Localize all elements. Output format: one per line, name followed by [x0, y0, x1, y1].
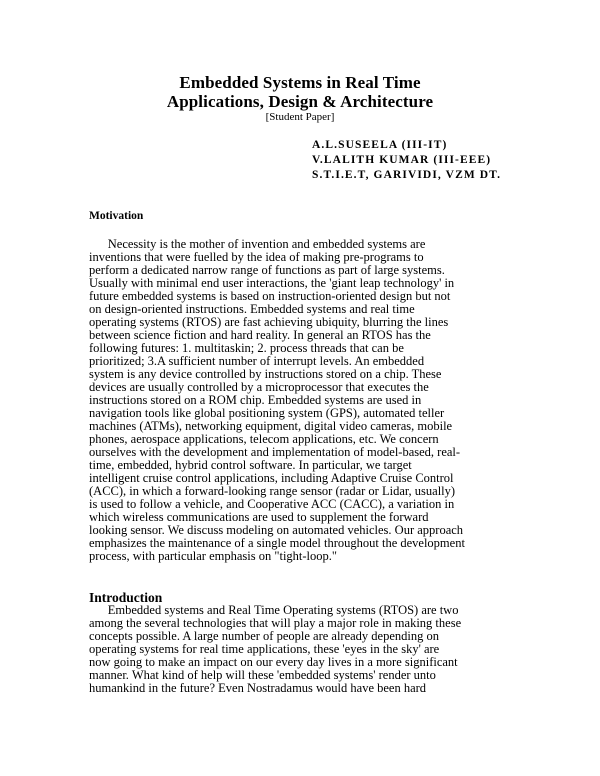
paragraph-line: system is any device controlled by instructions stored on a chip. These: [89, 367, 442, 381]
paper-title-line-1: Embedded Systems in Real Time: [179, 73, 421, 92]
paragraph-line: looking sensor. We discuss modeling on automated vehicles. Our approach: [89, 523, 464, 537]
paragraph-line: Necessity is the mother of invention and embedded systems are: [89, 237, 426, 251]
introduction-paragraph: [89, 604, 519, 695]
paragraph-line: among the several technologies that will play a major role in making these: [89, 616, 462, 630]
paragraph-line: intelligent cruise control applications, including Adaptive Cruise Control: [89, 471, 454, 485]
paragraph-line: which wireless communications are used to supplement the forward: [89, 510, 429, 524]
paragraph-line: instructions stored on a ROM chip. Embedded systems are used in: [89, 393, 422, 407]
paragraph-line: on design-oriented instructions. Embedded systems and real time: [89, 302, 415, 316]
paragraph-line: manner. What kind of help will these 'embedded systems' render unto: [89, 668, 436, 682]
paragraph-line: machines (ATMs), networking equipment, digital video cameras, mobile: [89, 419, 453, 433]
paragraph-line: perform a dedicated narrow range of functions as part of large systems.: [89, 263, 445, 277]
paragraph-line: is used to follow a vehicle, and Cooperative ACC (CACC), a variation in: [89, 497, 455, 511]
paragraph-line: (ACC), in which a forward-looking range sensor (radar or Lidar, usually): [89, 484, 456, 498]
paragraph-line: future embedded systems is based on instruction-oriented design but not: [89, 289, 451, 303]
paragraph-line: inventions that were fuelled by the idea of making pre-programs to: [89, 250, 424, 264]
paragraph-line: ourselves with the development and implementation of model-based, real-: [89, 445, 461, 459]
motivation-paragraph: [89, 238, 519, 563]
paragraph-line: operating systems (RTOS) are fast achieving ubiquity, blurring the lines: [89, 315, 449, 329]
section-heading-introduction: Introduction: [89, 590, 163, 605]
affiliation-line: S.T.I.E.T, GARIVIDI, VZM DT.: [312, 169, 502, 181]
paper-title-line-2: Applications, Design & Architecture: [166, 92, 434, 111]
paragraph-line: prioritized; 3.A sufficient number of interrupt levels. An embedded: [89, 354, 425, 368]
paragraph-line: humankind in the future? Even Nostradamus would have been hard: [89, 681, 427, 695]
author-line-1: A.L.SUSEELA (III-IT): [312, 139, 448, 151]
paragraph-line: navigation tools like global positioning system (GPS), automated teller: [89, 406, 445, 420]
paragraph-line: following futures: 1. multitaskin; 2. process threads that can be: [89, 341, 404, 355]
paper-subtitle: [Student Paper]: [265, 111, 335, 123]
paragraph-line: concepts possible. A large number of people are already depending on: [89, 629, 440, 643]
paragraph-line: time, embedded, hybrid control software. In particular, we target: [89, 458, 412, 472]
author-line-2: V.LALITH KUMAR (III-EEE): [312, 154, 492, 166]
paragraph-line: between science fiction and hard reality. In general an RTOS has the: [89, 328, 431, 342]
paragraph-line: Usually with minimal end user interactions, the 'giant leap technology' in: [89, 276, 455, 290]
paragraph-line: operating systems for real time applications, these 'eyes in the sky' are: [89, 642, 440, 656]
paragraph-line: devices are usually controlled by a microprocessor that executes the: [89, 380, 429, 394]
section-heading-motivation: Motivation: [89, 210, 144, 222]
paragraph-line: phones, aerospace applications, telecom applications, etc. We concern: [89, 432, 439, 446]
paragraph-line: Embedded systems and Real Time Operating systems (RTOS) are two: [89, 603, 459, 617]
paragraph-line: process, with particular emphasis on "tight-loop.": [89, 549, 338, 563]
paragraph-line: now going to make an impact on our every day lives in a more significant: [89, 655, 458, 669]
paragraph-line: emphasizes the maintenance of a single model throughout the development: [89, 536, 465, 550]
